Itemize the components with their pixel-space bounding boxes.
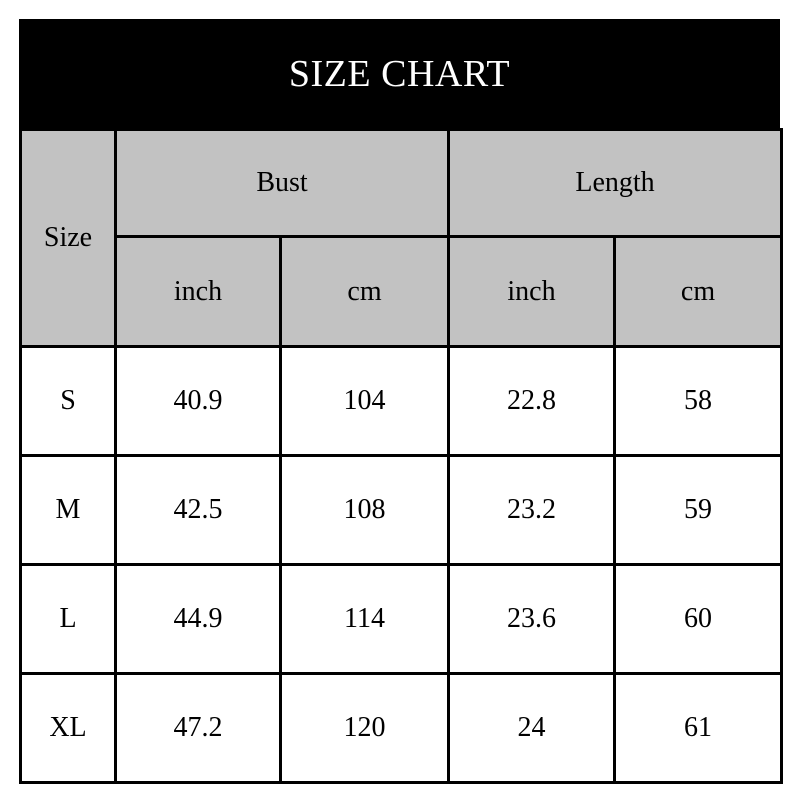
row-size-label: S — [21, 347, 116, 456]
cell-bust-inch: 47.2 — [116, 674, 281, 783]
cell-length-inch: 23.6 — [449, 565, 615, 674]
cell-length-cm: 58 — [615, 347, 782, 456]
size-chart-table — [19, 128, 783, 784]
size-chart-sheet — [19, 19, 780, 781]
cell-length-cm: 60 — [615, 565, 782, 674]
cell-bust-inch: 40.9 — [116, 347, 281, 456]
cell-length-inch: 23.2 — [449, 456, 615, 565]
row-size-label: M — [21, 456, 116, 565]
col-group-bust: Bust — [116, 130, 449, 237]
subheader-length-cm: cm — [615, 237, 782, 347]
header-group-row — [21, 130, 782, 237]
page-title: SIZE CHART — [288, 52, 511, 95]
table-row-xl — [21, 674, 782, 783]
size-chart-banner — [19, 19, 780, 128]
col-group-length: Length — [449, 130, 782, 237]
cell-bust-inch: 44.9 — [116, 565, 281, 674]
cell-length-inch: 24 — [449, 674, 615, 783]
row-size-label: L — [21, 565, 116, 674]
cell-length-cm: 61 — [615, 674, 782, 783]
table-row-m — [21, 456, 782, 565]
table-row-l — [21, 565, 782, 674]
cell-bust-cm: 114 — [281, 565, 449, 674]
col-header-size: Size — [21, 130, 116, 347]
cell-length-inch: 22.8 — [449, 347, 615, 456]
cell-length-cm: 59 — [615, 456, 782, 565]
row-size-label: XL — [21, 674, 116, 783]
subheader-bust-cm: cm — [281, 237, 449, 347]
cell-bust-cm: 104 — [281, 347, 449, 456]
cell-bust-cm: 108 — [281, 456, 449, 565]
table-row-s — [21, 347, 782, 456]
subheader-bust-inch: inch — [116, 237, 281, 347]
cell-bust-inch: 42.5 — [116, 456, 281, 565]
cell-bust-cm: 120 — [281, 674, 449, 783]
subheader-length-inch: inch — [449, 237, 615, 347]
header-unit-row — [21, 237, 782, 347]
